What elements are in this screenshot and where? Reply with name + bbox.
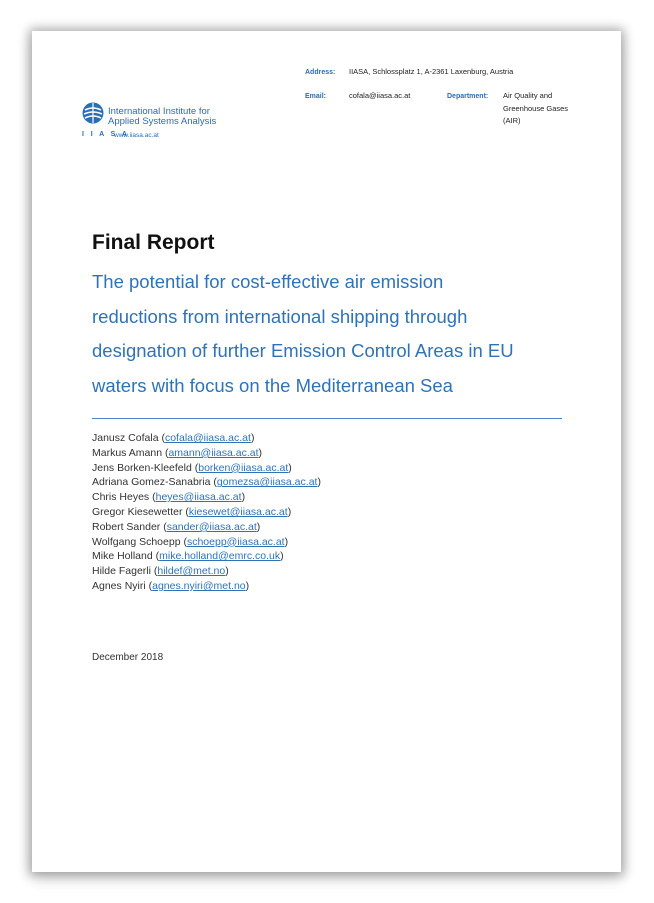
author-name: Mike Holland (92, 550, 153, 563)
author-email-link[interactable]: gomezsa@iiasa.ac.at (216, 476, 318, 489)
author-entry: Adriana Gomez-Sanabria (gomezsa@iiasa.ac.at) (92, 476, 321, 489)
author-email-link[interactable]: heyes@iiasa.ac.at (155, 491, 242, 504)
author-email-link[interactable]: sander@iiasa.ac.at (166, 520, 257, 533)
author-entry: Jens Borken-Kleefeld (borken@iiasa.ac.at) (92, 461, 292, 474)
globe-icon (82, 102, 104, 124)
report-title: Final Report (92, 231, 215, 254)
org-name-line2: Applied Systems Analysis (108, 116, 217, 127)
author-name: Chris Heyes (92, 491, 150, 504)
author-entry: Gregor Kiesewetter (kiesewet@iiasa.ac.at) (92, 505, 292, 518)
department-line: Air Quality and (503, 91, 553, 100)
author-email-link[interactable]: borken@iiasa.ac.at (198, 461, 289, 474)
author-name: Jens Borken-Kleefeld (92, 461, 192, 474)
author-name: Adriana Gomez-Sanabria (92, 476, 211, 489)
author-email-link[interactable]: mike.holland@emrc.co.uk (159, 550, 281, 563)
department-value (503, 90, 568, 128)
author-entry: Chris Heyes (heyes@iiasa.ac.at) (92, 491, 246, 504)
report-subtitle-line: waters with focus on the Mediterranean Sea (92, 375, 453, 396)
org-name (108, 107, 216, 127)
address-label: Address: (305, 69, 336, 76)
author-entry: Markus Amann (amann@iiasa.ac.at) (92, 446, 262, 459)
org-url[interactable]: www.iiasa.ac.at (114, 132, 159, 139)
department-line: Greenhouse Gases (503, 103, 569, 113)
email-label: Email: (305, 93, 327, 100)
report-cover-page (32, 31, 621, 872)
report-date: December 2018 (92, 652, 164, 663)
author-list (92, 431, 492, 594)
author-name: Gregor Kiesewetter (92, 505, 183, 518)
author-name: Janusz Cofala (92, 432, 159, 444)
author-email-link[interactable]: agnes.nyiri@met.no (152, 579, 246, 592)
author-entry: Robert Sander (sander@iiasa.ac.at) (92, 520, 261, 533)
report-subtitle-line: The potential for cost-effective air emission (92, 271, 444, 292)
author-name: Hilde Fagerli (92, 565, 151, 578)
author-entry: Mike Holland (mike.holland@emrc.co.uk) (92, 550, 284, 563)
org-acronym: I I A S A (82, 131, 130, 138)
author-entry: Janusz Cofala (cofala@iiasa.ac.at) (92, 432, 255, 444)
org-name-line1: International Institute for (108, 106, 210, 117)
iiasa-logo (82, 102, 232, 142)
author-name: Wolfgang Schoepp (92, 535, 181, 548)
title-divider (92, 418, 562, 419)
author-email-link[interactable]: amann@iiasa.ac.at (168, 446, 259, 459)
author-entry: Hilde Fagerli (hildef@met.no) (92, 565, 229, 578)
author-email-link[interactable]: cofala@iiasa.ac.at (164, 432, 251, 444)
author-name: Agnes Nyiri (92, 579, 146, 592)
report-subtitle-line: reductions from international shipping through (92, 306, 468, 327)
department-label: Department: (447, 93, 489, 100)
author-entry: Agnes Nyiri (agnes.nyiri@met.no) (92, 579, 250, 592)
report-subtitle-line: designation of further Emission Control Areas in EU (92, 340, 514, 361)
author-name: Robert Sander (92, 520, 161, 533)
author-entry: Wolfgang Schoepp (schoepp@iiasa.ac.at) (92, 535, 289, 548)
department-line: (AIR) (503, 116, 521, 125)
address-value: IIASA, Schlossplatz 1, A-2361 Laxenburg, Austria (349, 67, 514, 76)
author-name: Markus Amann (92, 446, 163, 459)
author-email-link[interactable]: hildef@met.no (157, 565, 226, 578)
author-email-link[interactable]: schoepp@iiasa.ac.at (186, 535, 285, 548)
email-value[interactable]: cofala@iiasa.ac.at (349, 91, 411, 100)
author-email-link[interactable]: kiesewet@iiasa.ac.at (188, 505, 288, 518)
